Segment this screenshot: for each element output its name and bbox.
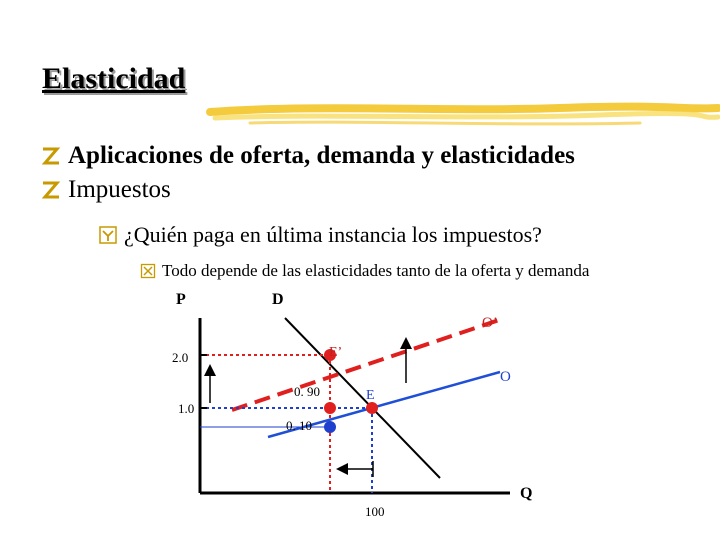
axis-x-label: Q [520, 485, 533, 502]
tax-low-label: 0. 10 [286, 418, 312, 433]
supply-label: O [500, 369, 511, 385]
eq-label: E [366, 388, 375, 403]
slide-title: Elasticidad [42, 62, 186, 95]
quantity-label: 100 [365, 504, 385, 519]
supply-shifted-label: O’ [482, 315, 498, 331]
bullet-text: Todo depende de las elasticidades tanto de la oferta y demanda [162, 261, 590, 280]
tax-high-label: 0. 90 [294, 384, 320, 399]
bullet-text: Impuestos [68, 176, 171, 203]
price-low-label: 1.0 [178, 401, 195, 416]
bullet-text: ¿Quién paga en última instancia los impuestos? [124, 222, 542, 247]
eq-point-seller-net [324, 421, 336, 433]
eq-point-original [366, 402, 378, 414]
axis-y-label: P [176, 291, 186, 308]
eq-shifted-label: E’ [329, 345, 343, 360]
price-high-label: 2.0 [172, 350, 189, 365]
eq-point-seller-price [324, 402, 336, 414]
bullet-text: Aplicaciones de oferta, demanda y elasticidades [68, 142, 575, 169]
demand-label: D [272, 291, 284, 308]
